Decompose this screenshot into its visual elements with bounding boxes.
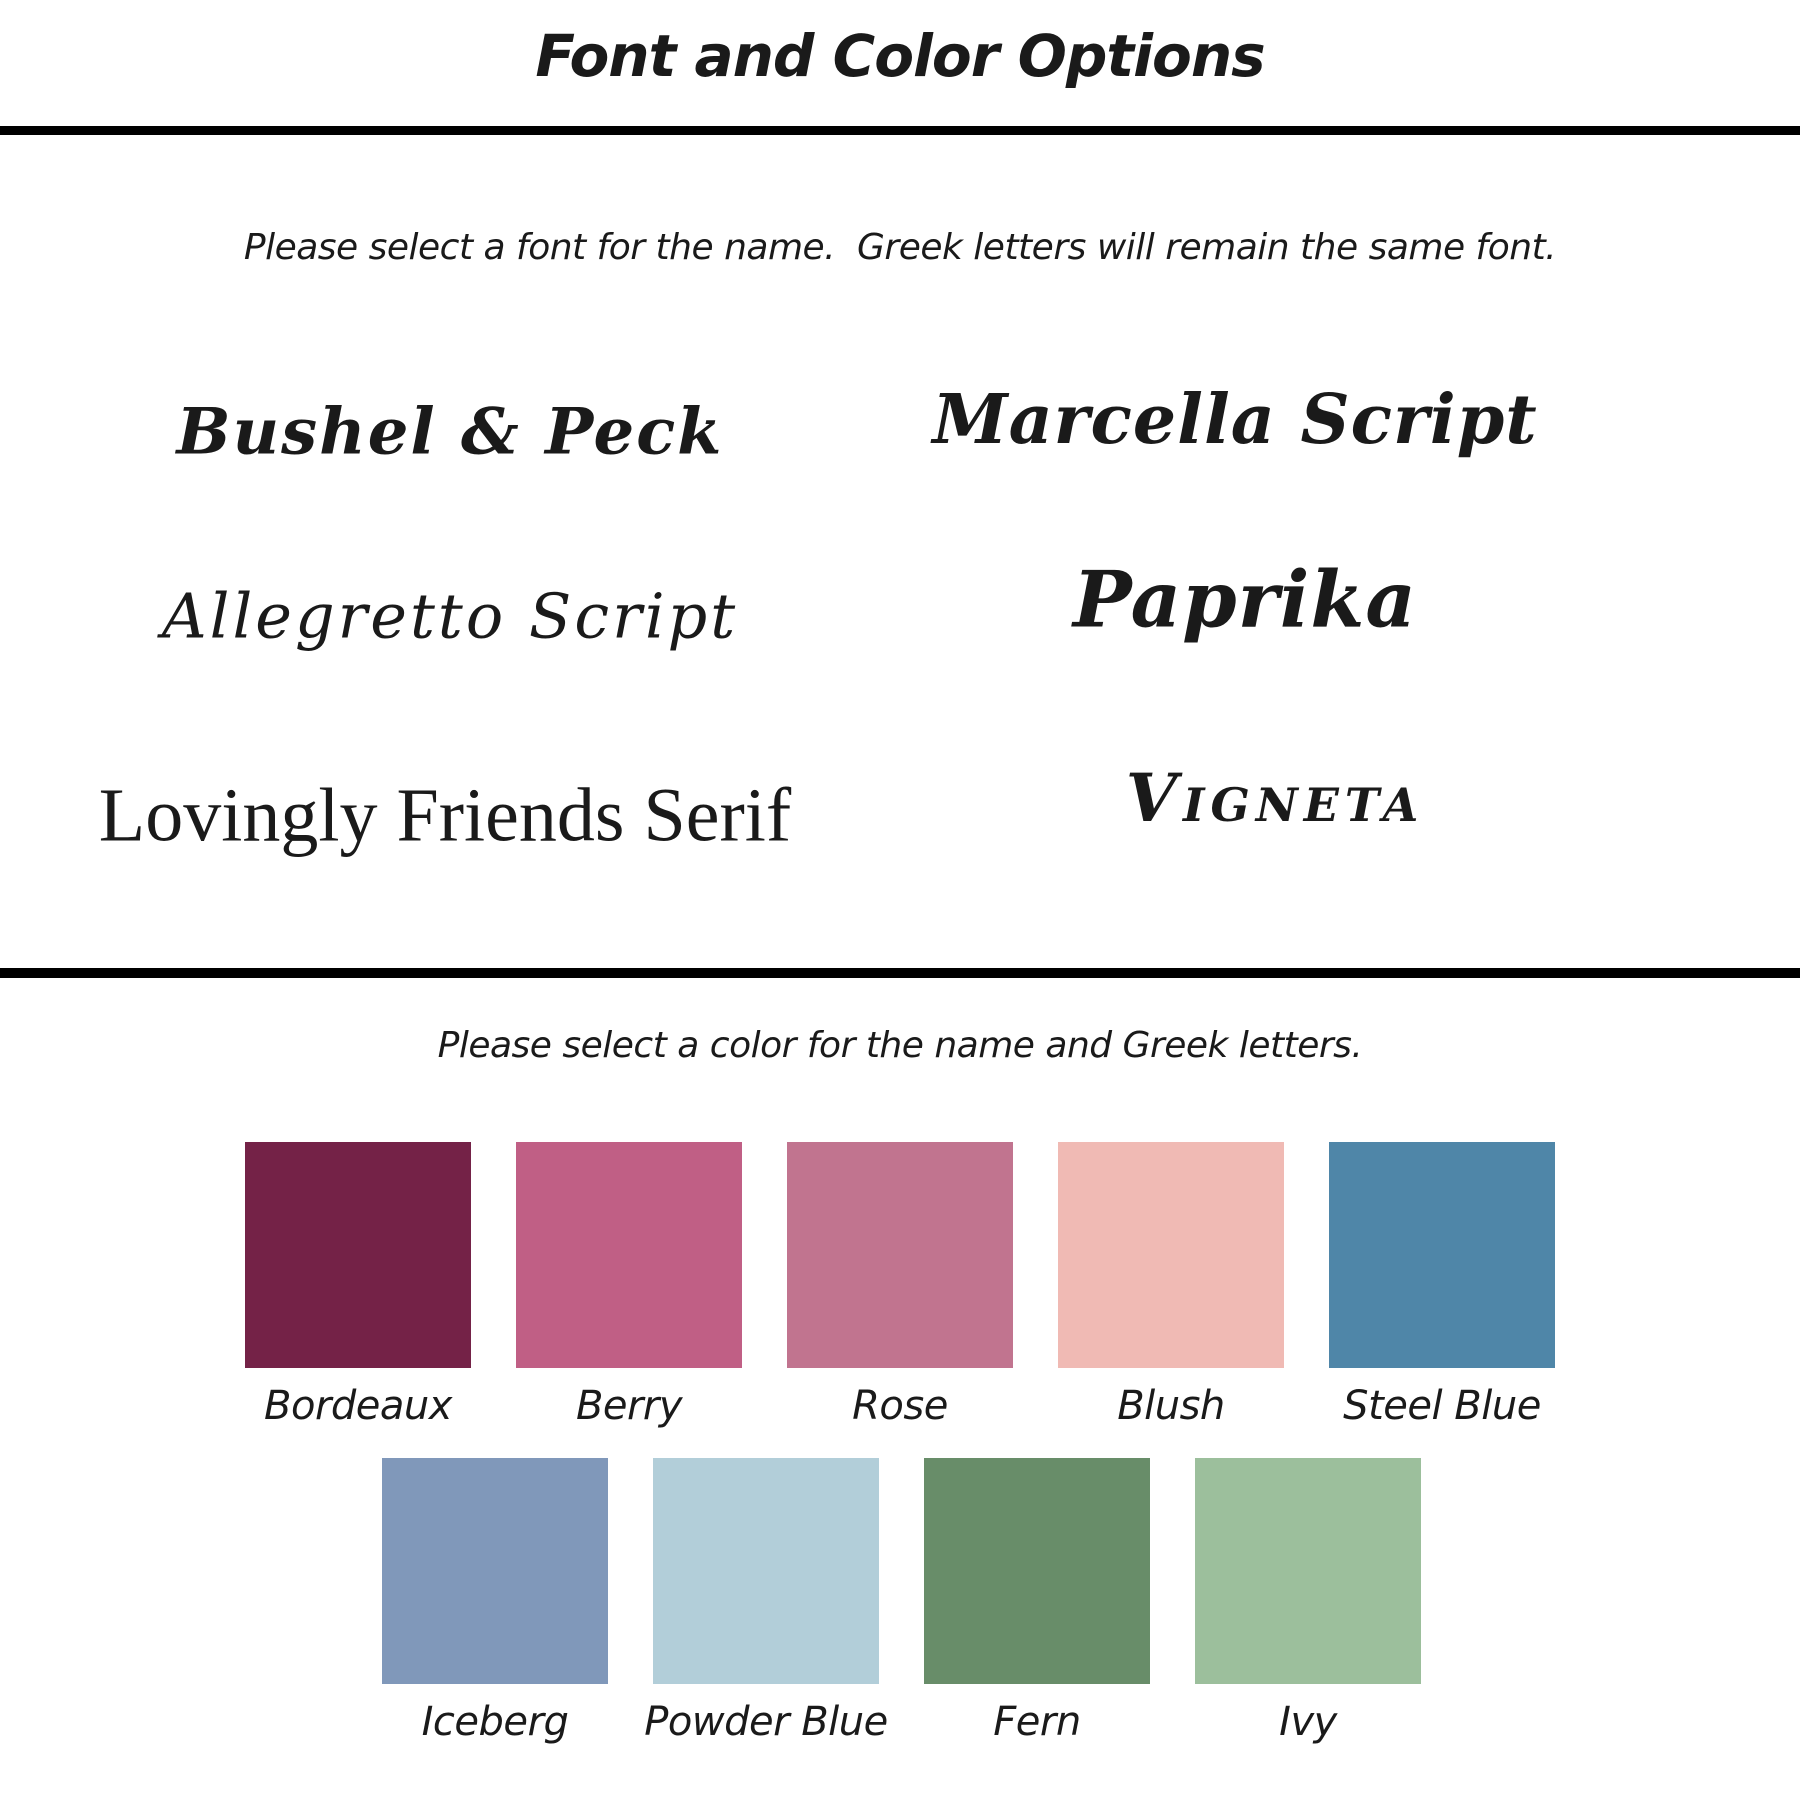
color-swatch-row-1	[245, 1142, 1555, 1428]
font-option-vigneta[interactable]: Vigneta	[1125, 759, 1425, 837]
iceberg-swatch[interactable]	[382, 1458, 608, 1684]
color-option-bordeaux[interactable]	[245, 1142, 471, 1428]
swatch-label: Iceberg	[421, 1699, 569, 1745]
color-swatch-row-2	[382, 1458, 1421, 1744]
color-option-powder-blue[interactable]	[644, 1458, 888, 1745]
swatch-label: Berry	[575, 1383, 683, 1429]
swatch-label: Fern	[993, 1699, 1081, 1745]
powder-blue-swatch[interactable]	[653, 1458, 879, 1684]
fern-swatch[interactable]	[924, 1458, 1150, 1684]
font-option-bushel-and-peck[interactable]: Bushel & Peck	[176, 394, 724, 470]
color-option-rose[interactable]	[787, 1142, 1013, 1428]
font-option-lovingly-friends-serif[interactable]: Lovingly Friends Serif	[98, 773, 792, 858]
rose-swatch[interactable]	[787, 1142, 1013, 1368]
berry-swatch[interactable]	[516, 1142, 742, 1368]
swatch-label: Blush	[1117, 1383, 1225, 1429]
font-option-paprika[interactable]: Paprika	[1073, 554, 1417, 646]
color-option-steel-blue[interactable]	[1329, 1142, 1555, 1428]
swatch-label: Steel Blue	[1343, 1383, 1541, 1429]
color-instruction: Please select a color for the name and Greek letters.	[437, 1025, 1363, 1066]
top-divider	[0, 126, 1800, 135]
color-option-iceberg[interactable]	[382, 1458, 608, 1744]
font-option-allegretto-script[interactable]: Allegretto Script	[161, 579, 739, 653]
font-option-marcella-script[interactable]: Marcella Script	[932, 380, 1538, 460]
color-option-blush[interactable]	[1058, 1142, 1284, 1428]
ivy-swatch[interactable]	[1195, 1458, 1421, 1684]
color-option-berry[interactable]	[516, 1142, 742, 1428]
swatch-label: Ivy	[1279, 1699, 1337, 1745]
middle-divider	[0, 968, 1800, 978]
font-instruction: Please select a font for the name. Greek letters will remain the same font.	[243, 227, 1557, 268]
swatch-label: Rose	[852, 1383, 948, 1429]
page-title: Font and Color Options	[535, 22, 1265, 90]
swatch-label: Powder Blue	[644, 1699, 888, 1745]
color-option-ivy[interactable]	[1195, 1458, 1421, 1744]
steel-blue-swatch[interactable]	[1329, 1142, 1555, 1368]
blush-swatch[interactable]	[1058, 1142, 1284, 1368]
swatch-label: Bordeaux	[264, 1383, 452, 1429]
bordeaux-swatch[interactable]	[245, 1142, 471, 1368]
color-option-fern[interactable]	[924, 1458, 1150, 1744]
